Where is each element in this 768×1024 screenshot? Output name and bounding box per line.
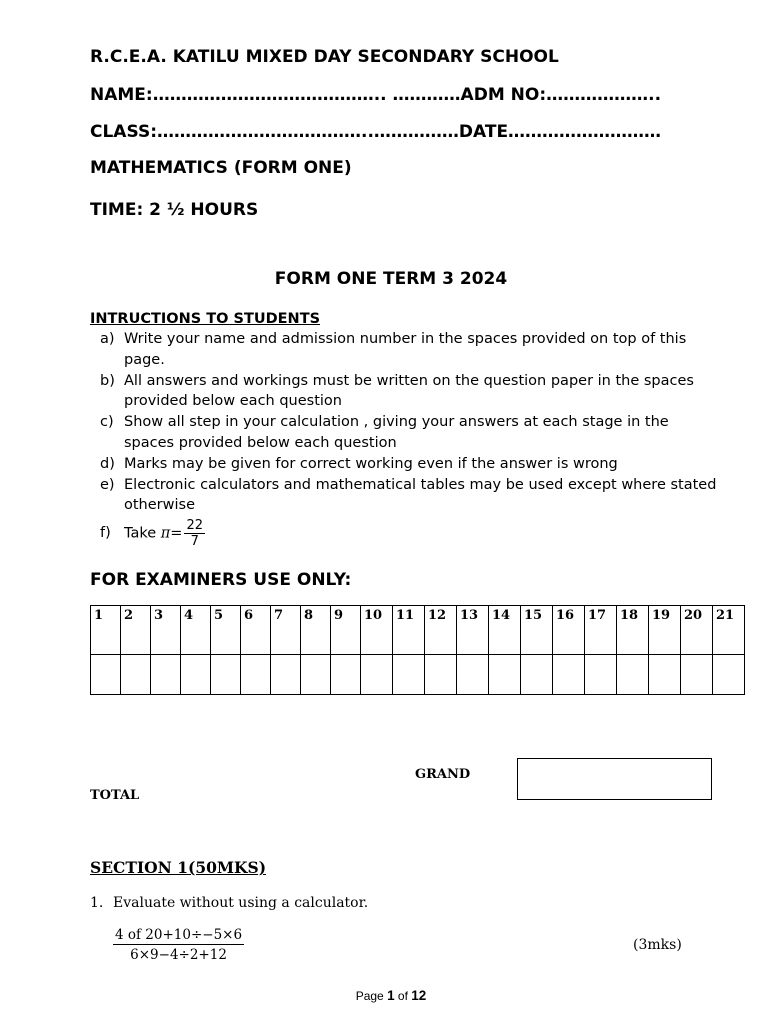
score-cell[interactable]	[301, 655, 331, 695]
question-marks: (3mks)	[633, 937, 682, 953]
instruction-letter: a)	[100, 331, 115, 347]
pi-fraction	[184, 518, 205, 549]
instruction-item	[100, 412, 720, 454]
score-cell[interactable]	[331, 655, 361, 695]
question-text: Evaluate without using a calculator.	[113, 895, 369, 911]
question-number-cell: 20	[681, 606, 713, 655]
question-number-cell: 6	[241, 606, 271, 655]
instruction-letter: f)	[100, 525, 111, 542]
score-cell[interactable]	[489, 655, 521, 695]
score-cell[interactable]	[121, 655, 151, 695]
instruction-item	[100, 475, 720, 517]
question-number-cell: 12	[425, 606, 457, 655]
question-number-cell: 5	[211, 606, 241, 655]
question-number-cell: 21	[713, 606, 745, 655]
grand-label: GRAND	[415, 767, 471, 782]
instruction-item-pi	[100, 518, 720, 549]
score-cell[interactable]	[241, 655, 271, 695]
section-title: SECTION 1(50MKS)	[90, 858, 267, 877]
time-line: TIME: 2 ½ HOURS	[90, 200, 259, 220]
question-number-cell: 8	[301, 606, 331, 655]
question-number-cell: 19	[649, 606, 681, 655]
exam-title: FORM ONE TERM 3 2024	[274, 269, 508, 289]
instruction-letter: b)	[100, 372, 115, 389]
instruction-letter: c)	[100, 414, 114, 431]
score-cell[interactable]	[151, 655, 181, 695]
score-cell[interactable]	[553, 655, 585, 695]
score-cell[interactable]	[457, 655, 489, 695]
question-number-cell: 1	[91, 606, 121, 655]
question-number-cell: 2	[121, 606, 151, 655]
take-label: Take	[124, 525, 157, 542]
question-number-cell: 13	[457, 606, 489, 655]
question-number-cell: 18	[617, 606, 649, 655]
instruction-text	[124, 518, 720, 549]
examiners-title: FOR EXAMINERS USE ONLY:	[90, 570, 352, 590]
name-adm-line: NAME:………………………………….. …………ADM NO:………………..	[90, 85, 662, 105]
instructions-list	[100, 329, 720, 549]
question-number-cell: 3	[151, 606, 181, 655]
score-cell[interactable]	[585, 655, 617, 695]
question-number-cell: 9	[331, 606, 361, 655]
pi-symbol: π=	[160, 525, 183, 542]
score-cell[interactable]	[181, 655, 211, 695]
grand-total-box[interactable]	[517, 758, 712, 800]
fraction-numerator: 22	[186, 518, 203, 534]
total-label: TOTAL	[90, 788, 140, 803]
class-date-line: CLASS:………………………………..……………DATE………………………	[90, 122, 662, 142]
instruction-item	[100, 329, 720, 371]
score-cell[interactable]	[681, 655, 713, 695]
score-cell[interactable]	[617, 655, 649, 695]
page-footer	[0, 988, 768, 1003]
instruction-text: Marks may be given for correct working even if the answer is wrong	[124, 455, 618, 472]
page-current: 1	[387, 988, 395, 1003]
question-number-cell: 16	[553, 606, 585, 655]
question-number-cell: 10	[361, 606, 393, 655]
examiners-marks-table	[90, 605, 745, 695]
instruction-text: Write your name and admission number in the spaces provided on top of this page.	[124, 331, 687, 368]
question-number-cell: 15	[521, 606, 553, 655]
score-cell[interactable]	[361, 655, 393, 695]
table-score-row	[91, 655, 745, 695]
score-cell[interactable]	[211, 655, 241, 695]
question-number-cell: 17	[585, 606, 617, 655]
fraction-denominator: 7	[190, 534, 199, 550]
instruction-item	[100, 454, 720, 475]
question-number-cell: 7	[271, 606, 301, 655]
score-cell[interactable]	[649, 655, 681, 695]
question-expression	[113, 927, 244, 963]
score-cell[interactable]	[91, 655, 121, 695]
subject-line: MATHEMATICS (FORM ONE)	[90, 158, 352, 178]
question-number-cell: 14	[489, 606, 521, 655]
instruction-text: Show all step in your calculation , giving your answers at each stage in the spaces provided below each question	[124, 414, 669, 451]
page-total: 12	[411, 988, 427, 1003]
instruction-letter: d)	[100, 455, 115, 472]
score-cell[interactable]	[521, 655, 553, 695]
page-of: of	[397, 989, 408, 1003]
page-prefix: Page	[355, 989, 384, 1003]
instruction-text: All answers and workings must be written on the question paper in the spaces provided below each question	[124, 372, 694, 410]
instruction-letter: e)	[100, 476, 115, 493]
question-number: 1.	[90, 895, 104, 911]
expression-denominator: 6×9−4÷2+12	[130, 947, 227, 963]
instruction-item	[100, 371, 720, 413]
score-cell[interactable]	[393, 655, 425, 695]
instruction-text: Electronic calculators and mathematical tables may be used except where stated otherwise	[124, 476, 717, 514]
question-number-cell: 11	[393, 606, 425, 655]
question-1	[90, 895, 368, 911]
expression-numerator: 4 of 20+10÷−5×6	[115, 927, 243, 943]
school-name: R.C.E.A. KATILU MIXED DAY SECONDARY SCHOOL	[90, 47, 559, 67]
score-cell[interactable]	[425, 655, 457, 695]
score-cell[interactable]	[713, 655, 745, 695]
score-cell[interactable]	[271, 655, 301, 695]
instructions-title: INTRUCTIONS TO STUDENTS	[90, 311, 321, 327]
table-header-row	[91, 606, 745, 655]
question-number-cell: 4	[181, 606, 211, 655]
